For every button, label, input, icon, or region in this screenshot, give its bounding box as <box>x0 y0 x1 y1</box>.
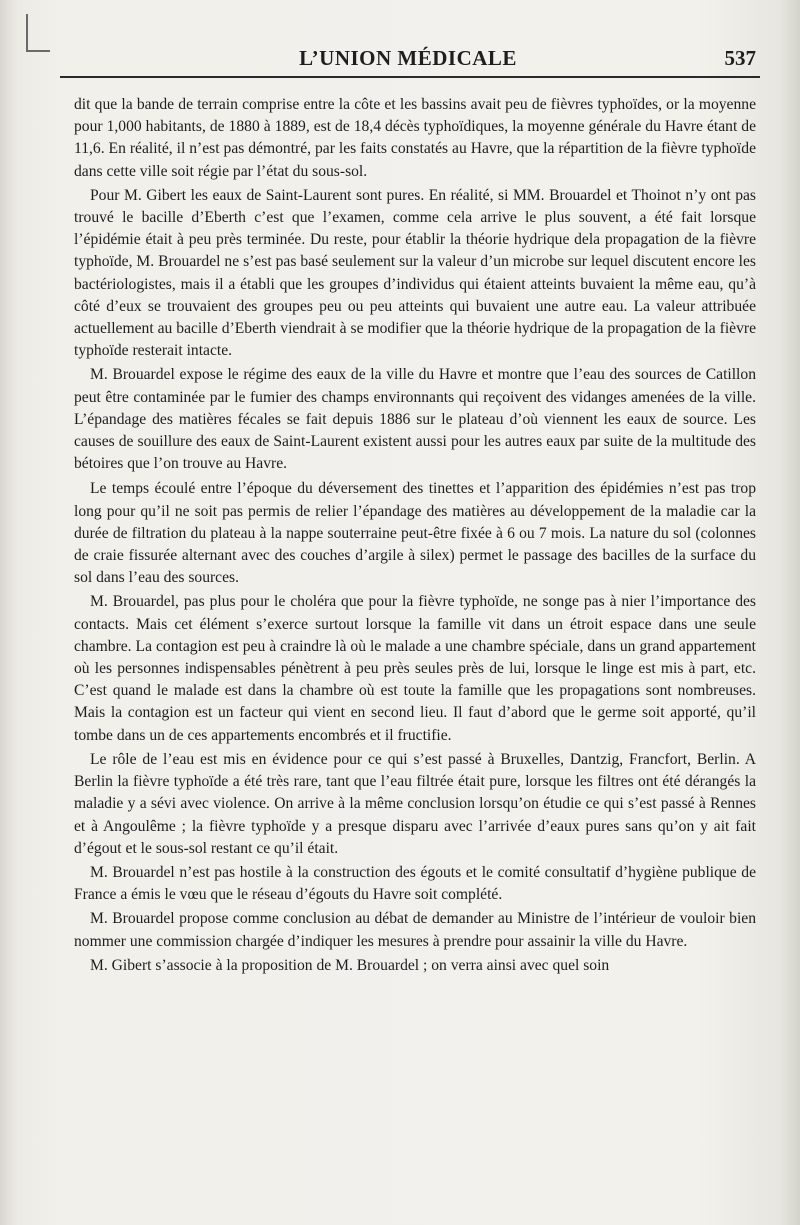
paragraph: M. Brouardel n’est pas hostile à la construction des égouts et le comité consultatif d’hygiène publique de France a émis le vœu que le réseau d’égouts du Havre soit complété. <box>74 863 756 904</box>
paragraph: M. Brouardel expose le régime des eaux de la ville du Havre et montre que l’eau des sources de Catillon peut être contaminée par le fumier des champs environnants qui reçoivent des vidanges amenées de la ville. L’épandage des matières fécales se fait depuis 1886 sur le plateau d’où viennent les eaux de source. Les causes de souillure des eaux de Saint-Laurent existent aussi pour les autres eaux par suite de la multitude des bétoires que l’on trouve au Havre. <box>74 366 756 473</box>
article-body <box>74 94 756 979</box>
running-header <box>60 42 756 76</box>
paragraph: Le temps écoulé entre l’époque du déversement des tinettes et l’apparition des épidémies n’est pas trop long pour qu’il ne soit pas permis de relier l’épandage des matières au développement de la maladie car la durée de filtration du plateau à la nappe souterraine peut-être fixée à 6 ou 7 mois. La nature du sol (colonnes de craie fissurée alternant avec des couches d’argile à silex) permet le passage des bacilles de la surface du sol dans l’eau des sources. <box>74 480 756 587</box>
page-corner-mark <box>26 14 50 52</box>
paragraph: dit que la bande de terrain comprise entre la côte et les bassins avait peu de fièvres typhoïdes, or la moyenne pour 1,000 habitants, de 1880 à 1889, est de 18,4 décès typhoïdiques, la moyenne générale du Havre étant de 11,6. En réalité, il n’est pas démontré, par les faits constatés au Havre, que la répartition de la fièvre typhoïde dans cette ville soit régie par l’état du sous-sol. <box>74 96 756 180</box>
header-rule <box>60 76 760 78</box>
paragraph: M. Gibert s’associe à la proposition de M. Brouardel ; on verra ainsi avec quel soin <box>90 956 610 974</box>
paragraph: M. Brouardel, pas plus pour le choléra que pour la fièvre typhoïde, ne songe pas à nier l’importance des contacts. Mais cet élément s’exerce surtout lorsque la famille vit dans un étroit espace dans une seule chambre. La contagion est peu à craindre là où le malade a une chambre spéciale, dans un grand appartement où les personnes indispensables pénètrent à peu près seules près de lui, lorsque le linge est mis à part, etc. C’est quand le malade est dans la chambre où est toute la famille que les propagations sont nombreuses. Mais la contagion est un facteur qui vient en second lieu. Il faut d’abord que le germe soit apporté, qu’il tombe dans un de ces appartements encombrés et il fructifie. <box>74 593 756 744</box>
paragraph: M. Brouardel propose comme conclusion au débat de demander au Ministre de l’intérieur de vouloir bien nommer une commission chargée d’indiquer les mesures à prendre pour assainir la ville du Havre. <box>74 910 756 950</box>
paragraph: Le rôle de l’eau est mis en évidence pour ce qui s’est passé à Bruxelles, Dantzig, Francfort, Berlin. A Berlin la fièvre typhoïde a été très rare, tant que l’eau filtrée était pure, lorsque les filtres ont été dérangés la maladie y a sévi avec violence. On arrive à la même conclusion lorsqu’on étudie ce qui s’est passé à Rennes et à Angoulême ; la fièvre typhoïde y a presque disparu avec l’arrivée d’eaux pures sans qu’on y ait fait d’égout et le sous-sol restant ce qu’il était. <box>74 750 756 857</box>
journal-title: L’UNION MÉDICALE <box>299 46 517 70</box>
paragraph: Pour M. Gibert les eaux de Saint-Laurent sont pures. En réalité, si MM. Brouardel et Thoinot n’y ont pas trouvé le bacille d’Eberth c’est que l’examen, comme cela arrive le plus souvent, a été fait lorsque l’épidémie était à peu près terminée. Du reste, pour établir la théorie hydrique dela propagation de la fièvre typhoïde, M. Brouardel ne s’est pas basé seulement sur la valeur d’un microbe sur lequel discutent encore les bactériologistes, mais il a établi que les groupes d’individus qui étaient atteints buvaient la même eau, qu’à côté d’eux se trouvaient des groupes peu ou peu atteints qui buvaient une autre eau. La valeur attribuée actuellement au bacille d’Eberth viendrait à se modifier que la théorie hydrique de la propagation de la fièvre typhoïde resterait intacte. <box>74 186 756 360</box>
page-number: 537 <box>724 46 756 70</box>
